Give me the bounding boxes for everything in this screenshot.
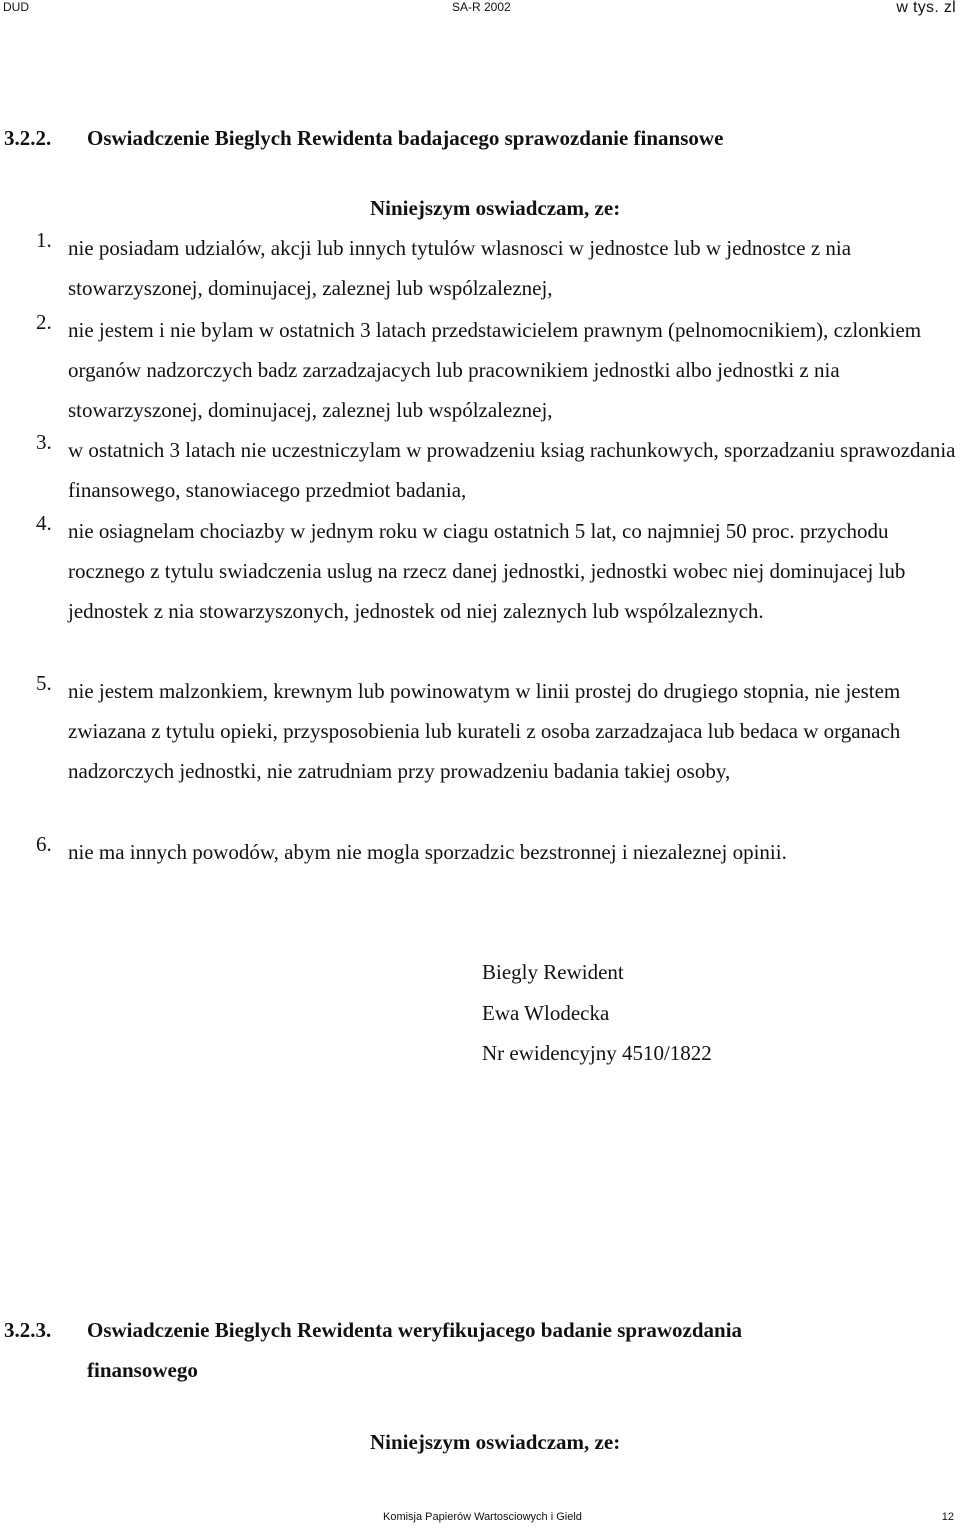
item-text: nie osiagnelam chociazby w jednym roku w ciagu ostatnich 5 lat, co najmniej 50 proc. przychodu rocznego z tytulu swiadczenia uslug na rzecz danej jednostki, jednostki wobec niej dominujacej lub jednostek z nia stowarzyszonych, jednostek od niej zaleznych lub wspólzaleznych. — [68, 519, 906, 624]
item-number: 2. — [36, 310, 52, 334]
item-number: 4. — [36, 511, 52, 535]
header-units-label: w tys. zl — [896, 0, 956, 16]
header-center-label: SA-R 2002 — [452, 0, 511, 14]
item-text: nie jestem malzonkiem, krewnym lub powinowatym w linii prostej do drugiego stopnia, nie jestem zwiazana z tytulu opieki, przysposobienia lub kurateli z osoba zarzadzajaca lub bedaca w organach nadzorczych jednostki, nie zatrudniam przy prowadzeniu badania takiej osoby, — [68, 679, 901, 784]
item-text: nie posiadam udzialów, akcji lub innych tytulów wlasnosci w jednostce lub w jednostce z nia stowarzyszonej, dominujacej, zaleznej lub wspólzaleznej, — [68, 236, 852, 301]
auditor-registration: Nr ewidencyjny 4510/1822 — [482, 1041, 712, 1065]
section-title: Oswiadczenie Bieglych Rewidenta badajacego sprawozdanie finansowe — [87, 126, 724, 150]
page-number: 12 — [941, 1511, 954, 1523]
section-number: 3.2.3. — [4, 1318, 52, 1342]
item-text: nie ma innych powodów, abym nie mogla sporzadzic bezstronnej i niezaleznej opinii. — [68, 840, 787, 864]
header-left-label: DUD — [3, 0, 29, 14]
item-number: 3. — [36, 430, 52, 454]
section-title-continuation: finansowego — [87, 1358, 198, 1382]
item-text: w ostatnich 3 latach nie uczestniczylam w prowadzeniu ksiag rachunkowych, sporzadzaniu sprawozdania finansowego, stanowiacego przedmiot badania, — [68, 438, 956, 503]
item-number: 1. — [36, 228, 52, 252]
auditor-signature-block — [482, 952, 712, 1074]
statement-intro-2: Niniejszym oswiadczam, ze: — [370, 1430, 621, 1454]
item-number: 5. — [36, 671, 52, 695]
section-title: Oswiadczenie Bieglych Rewidenta weryfikujacego badanie sprawozdania — [87, 1318, 743, 1342]
statement-intro: Niniejszym oswiadczam, ze: — [370, 196, 621, 220]
auditor-name: Ewa Wlodecka — [482, 1000, 610, 1025]
footer-publisher: Komisja Papierów Wartosciowych i Gield — [383, 1511, 582, 1523]
item-text: nie jestem i nie bylam w ostatnich 3 latach przedstawicielem prawnym (pelnomocnikiem), czlonkiem organów nadzorczych badz zarzadzajacych lub pracownikiem jednostki albo jednostki z nia stowarzyszonej, dominujacej, zaleznej lub wspólzaleznej, — [68, 318, 922, 423]
item-number: 6. — [36, 832, 52, 856]
auditor-role: Biegly Rewident — [482, 960, 624, 984]
section-number: 3.2.2. — [4, 126, 52, 150]
